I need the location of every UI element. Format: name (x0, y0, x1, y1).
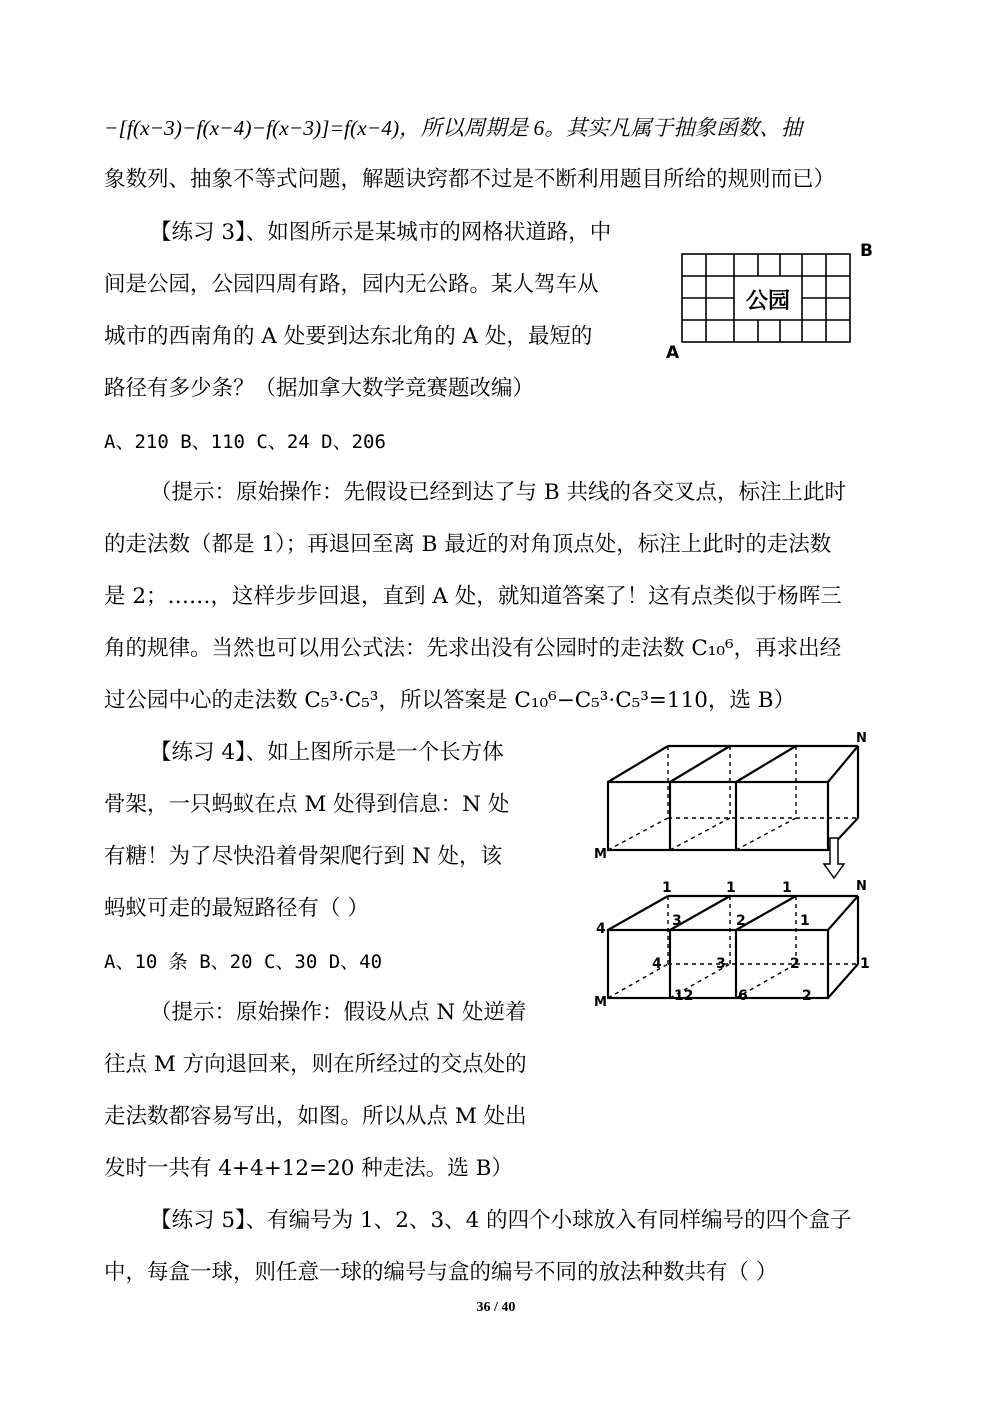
answer-options-3: A、210 B、110 C、24 D、206 (104, 431, 386, 453)
count-label: 2 (736, 913, 746, 929)
point-a-label: A (666, 343, 680, 362)
count-label: 1 (782, 880, 792, 896)
text-line: 象数列、抽象不等式问题，解题诀窍都不过是不断利用题目所给的规则而已） (104, 167, 836, 192)
text-line: 路径有多少条？（据加拿大数学竞赛题改编） (104, 376, 535, 401)
grid-road-figure (662, 236, 882, 362)
text-line: 走法数都容易写出，如图。所以从点 M 处出 (104, 1104, 527, 1129)
count-label: 4 (652, 956, 662, 972)
exercise-3-title: 【练习 3】、如图所示是某城市的网格状道路，中 (150, 220, 612, 245)
count-label: 6 (738, 988, 748, 1004)
text-line: 角的规律。当然也可以用公式法：先求出没有公园时的走法数 C₁₀⁶，再求出经 (104, 636, 842, 661)
bottom-point-n-label: N (856, 879, 867, 894)
text-line: 蚂蚁可走的最短路径有（ ） (104, 896, 369, 921)
text-line: 往点 M 方向退回来，则在所经过的交点处的 (104, 1052, 527, 1077)
point-b-label: B (860, 241, 873, 261)
count-label: 1 (726, 880, 736, 896)
text-line: 城市的西南角的 A 处要到达东北角的 A 处，最短的 (104, 324, 593, 349)
count-label: 3 (716, 956, 726, 972)
text-line: 是 2；……，这样步步回退，直到 A 处，就知道答案了！这有点类似于杨晖三 (104, 584, 842, 609)
count-label: 2 (790, 956, 800, 972)
bottom-point-m-label: M (594, 995, 607, 1010)
count-label: 4 (596, 921, 606, 937)
text-line: −[f(x−3)−f(x−4)−f(x−3)]=f(x−4)，所以周期是 6。其实凡属于抽象函数、抽 (104, 116, 803, 140)
park-label: 公园 (745, 289, 791, 314)
text-line: 的走法数（都是 1）；再退回至离 B 最近的对角顶点处，标注上此时的走法数 (104, 532, 832, 557)
count-label: 12 (674, 988, 694, 1004)
top-point-m-label: M (594, 847, 607, 862)
text-line: 骨架，一只蚂蚁在点 M 处得到信息：N 处 (104, 792, 510, 817)
page-number: 36 / 40 (476, 1300, 516, 1315)
answer-options-4: A、10 条 B、20 C、30 D、40 (104, 951, 383, 973)
exercise-4-title: 【练习 4】、如上图所示是一个长方体 (150, 740, 504, 765)
text-line: 中，每盒一球，则任意一球的编号与盒的编号不同的放法种数共有（ ） (104, 1260, 778, 1285)
count-label: 1 (800, 913, 810, 929)
text-line: 有糖！为了尽快沿着骨架爬行到 N 处，该 (104, 844, 502, 869)
top-point-n-label: N (856, 731, 867, 746)
count-label: 1 (860, 956, 870, 972)
hint-3: （提示：原始操作：先假设已经到达了与 B 共线的各交叉点，标注上此时 (150, 480, 846, 505)
hint-4: （提示：原始操作：假设从点 N 处逆着 (150, 1000, 527, 1025)
text-line: 间是公园，公园四周有路，园内无公路。某人驾车从 (104, 272, 599, 297)
exercise-5-title: 【练习 5】、有编号为 1、2、3、4 的四个小球放入有同样编号的四个盒子 (150, 1208, 852, 1233)
text-line: 过公园中心的走法数 C₅³·C₅³，所以答案是 C₁₀⁶−C₅³·C₅³=110，选 B） (104, 688, 796, 713)
count-label: 1 (662, 880, 672, 896)
count-label: 3 (672, 913, 682, 929)
text-line: 发时一共有 4+4+12=20 种走法。选 B） (104, 1156, 513, 1181)
count-label: 2 (802, 988, 812, 1004)
cuboid-skeleton-figure (590, 726, 890, 1012)
